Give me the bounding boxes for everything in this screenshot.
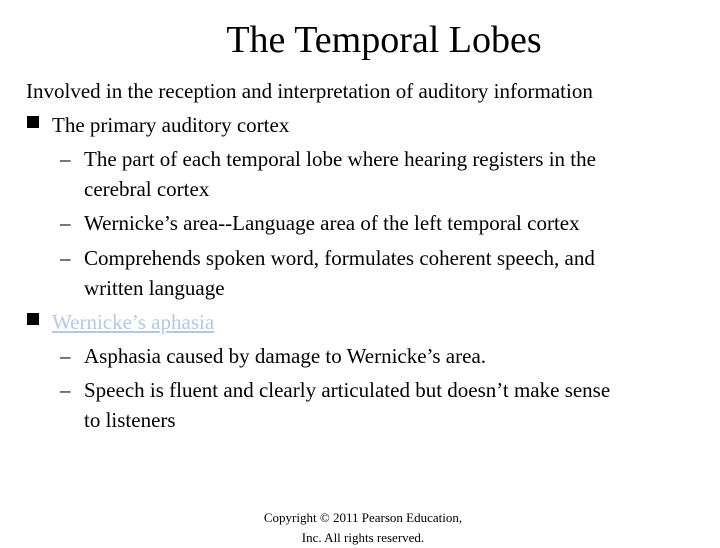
- sub-item-speech-line-1: Speech is fluent and clearly articulated but doesn’t make sense: [84, 378, 611, 402]
- dash-icon: –: [60, 211, 71, 235]
- dash-icon: –: [60, 378, 71, 402]
- copyright-footer: [230, 508, 496, 548]
- sub-item-hearing-line-1: The part of each temporal lobe where hearing registers in the: [84, 147, 596, 171]
- square-bullet-icon: [27, 116, 39, 128]
- dash-icon: –: [60, 344, 71, 368]
- sub-item-comprehends-line-2: written language: [84, 276, 225, 300]
- sub-item-comprehends-line-1: Comprehends spoken word, formulates coherent speech, and: [84, 246, 595, 270]
- copyright-line-2: Inc. All rights reserved.: [301, 530, 425, 545]
- bullet-primary-auditory-cortex: The primary auditory cortex: [52, 113, 290, 137]
- intro-text: Involved in the reception and interpretation of auditory information: [26, 79, 593, 103]
- wernickes-aphasia-link[interactable]: Wernicke’s aphasia: [52, 310, 215, 334]
- sub-item-hearing-line-2: cerebral cortex: [84, 177, 210, 201]
- sub-item-speech-line-2: to listeners: [84, 408, 176, 432]
- dash-icon: –: [60, 246, 71, 270]
- copyright-line-1: Copyright © 2011 Pearson Education,: [263, 510, 463, 525]
- sub-item-asphasia: Asphasia caused by damage to Wernicke’s area.: [84, 344, 487, 368]
- square-bullet-icon: [27, 313, 39, 325]
- slide-title: The Temporal Lobes: [226, 19, 542, 61]
- sub-item-wernickes-area: Wernicke’s area--Language area of the left temporal cortex: [84, 211, 580, 235]
- dash-icon: –: [60, 147, 71, 171]
